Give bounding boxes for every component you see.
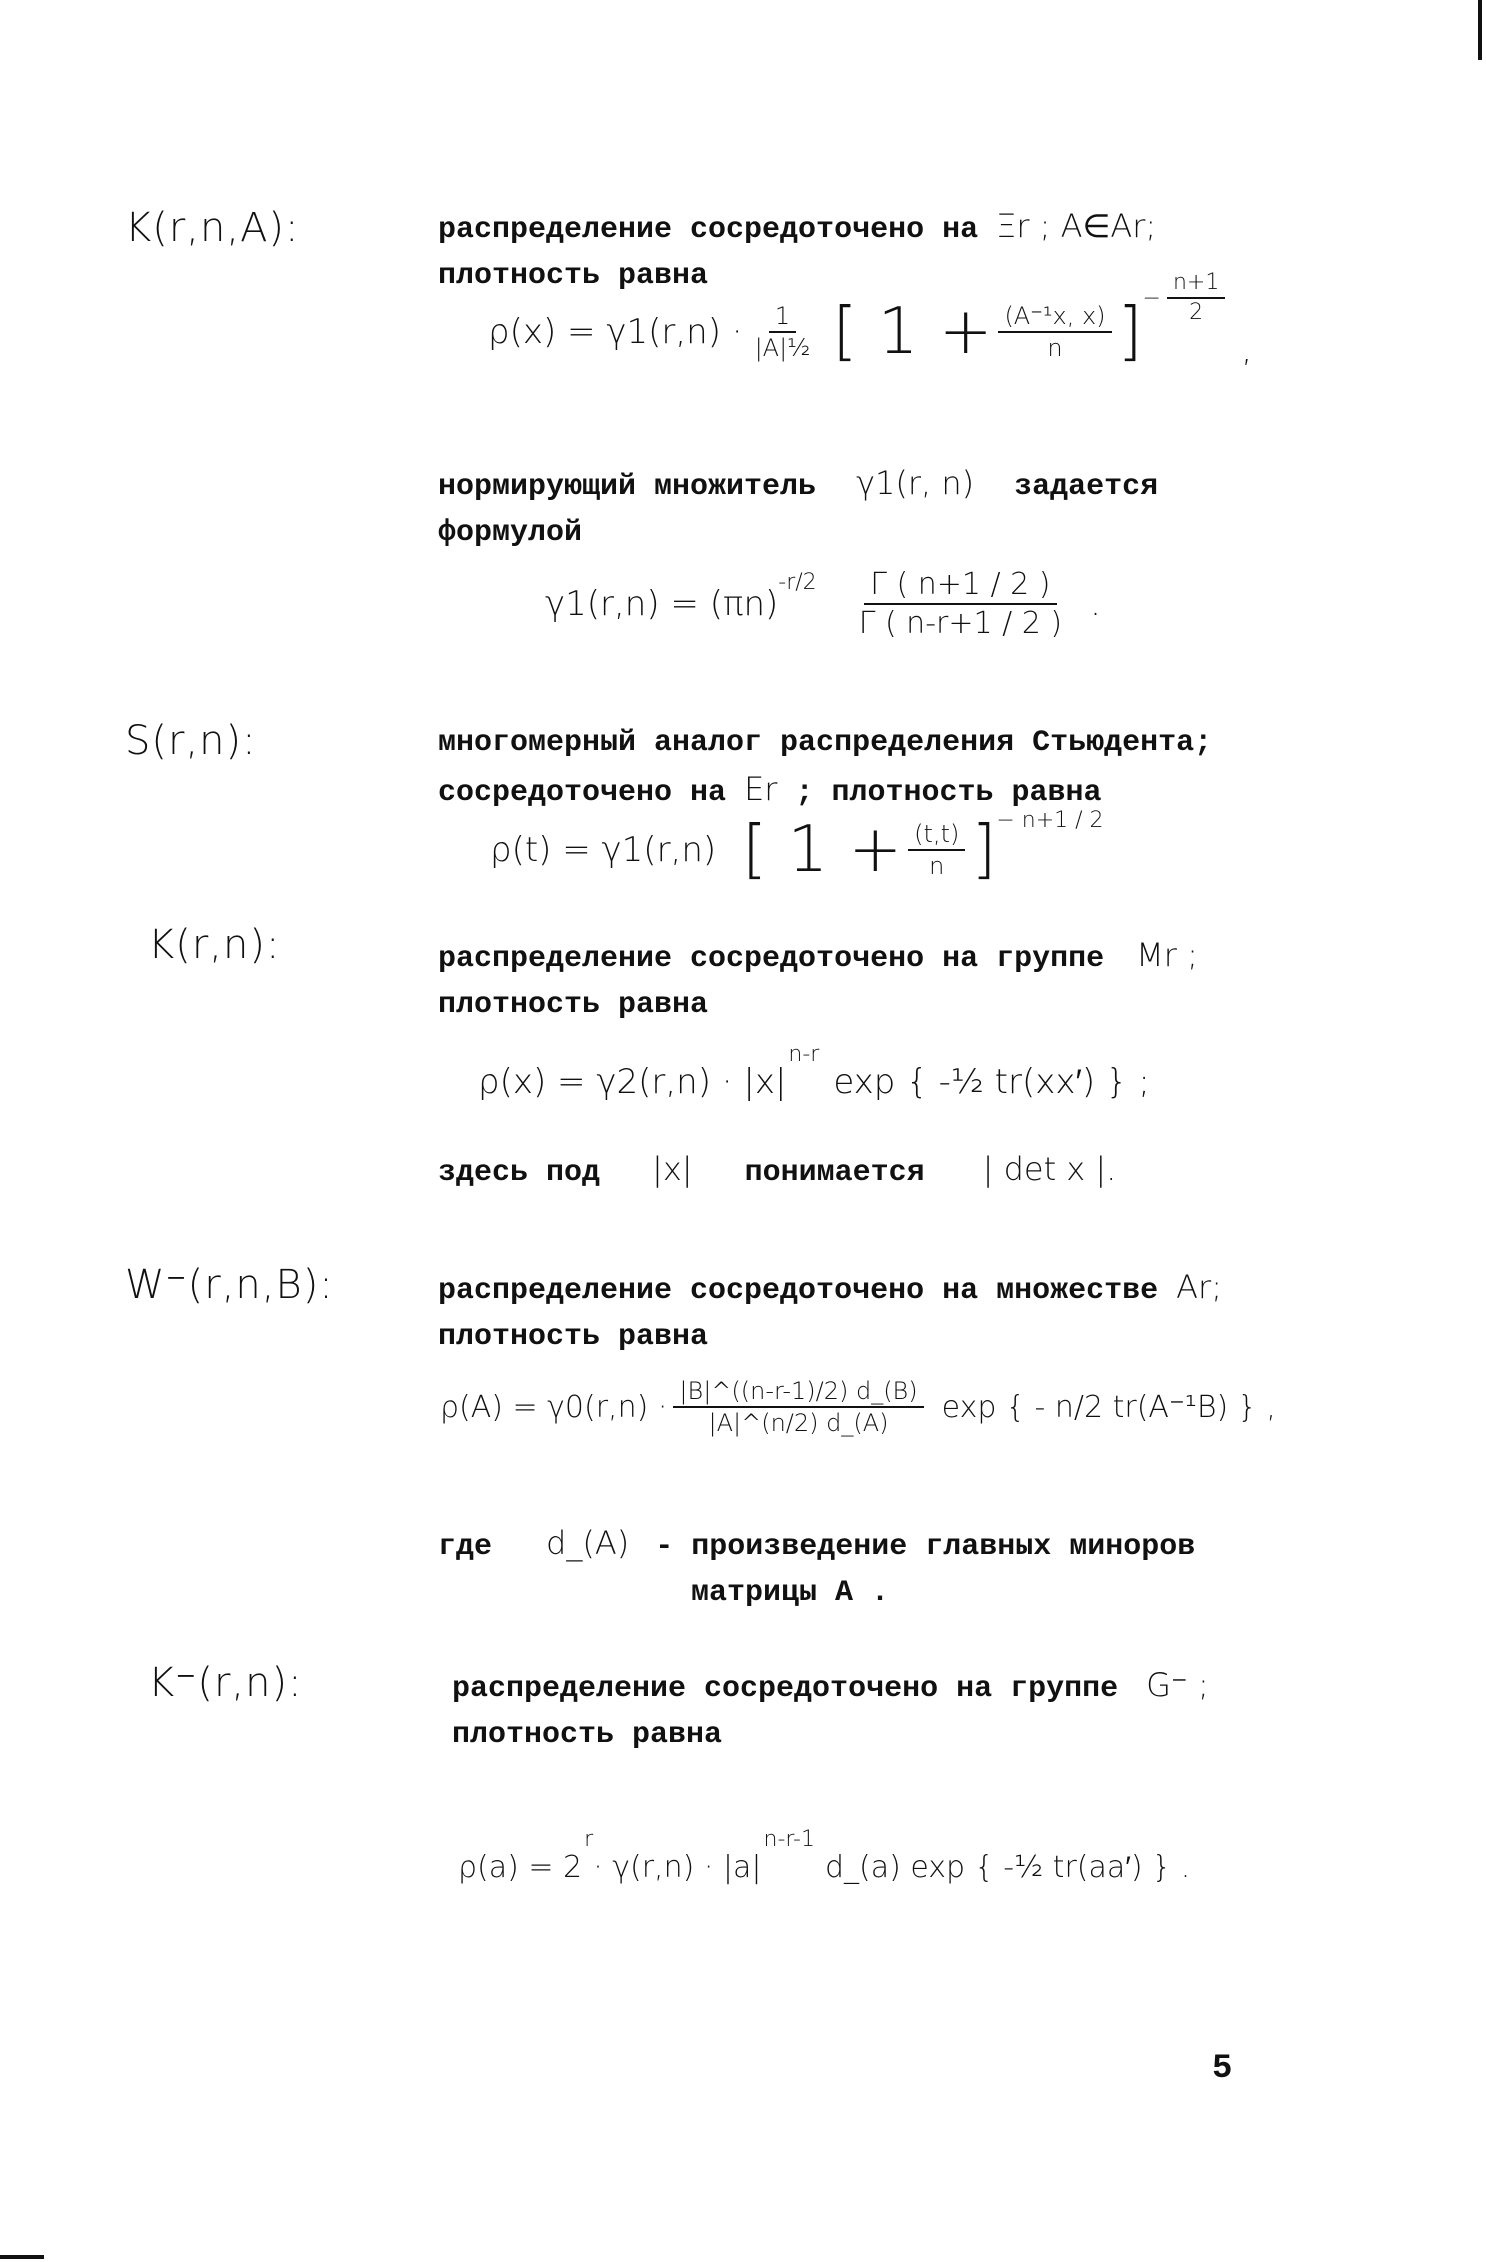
text-line: нормирующий множитель γ1(r, n) задается (438, 464, 1159, 504)
fraction: $\frac{\Gamma ( n+1 / 2 )}{\Gamma ( n-r+1 / 2 )}$ (858, 567, 1063, 641)
text-line: плотность равна (438, 259, 709, 293)
scan-edge-mark (0, 2255, 44, 2259)
math-symbol: Ar; (1176, 1268, 1222, 1306)
math-symbol: G⁻ ; (1146, 1666, 1209, 1704)
page-number: 5 (1212, 2050, 1233, 2088)
text-line: плотность равна (438, 1320, 709, 1354)
math-symbol: Ξr ; A∈Ar; (996, 207, 1157, 245)
math-symbol: |x| (652, 1150, 693, 1188)
formula-density-s-rn: ρ(t) = γ1(r,n) [ 1 + $\frac{(t,t)}{n}$ ] − n+1 / 2 (490, 807, 1104, 887)
formula-normalizer: γ1(r,n) = (πn) -r/2 $\frac{\Gamma ( n+1 / 2 )}{\Gamma ( n-r+1 / 2 )}$ . (545, 567, 1101, 641)
section-text-k-minus-rn (452, 1662, 1352, 1758)
section-label-w-rnb: W⁻(r,n,B): (125, 1262, 334, 1308)
section-label-k-rna: K(r,n,A): (125, 205, 300, 251)
text-line: где d_(A) - произведение главных миноров (438, 1524, 1196, 1564)
formula-density-k-rna: ρ(x) = γ1(r,n) · $\frac{1}{\text{|A|½}}$ [ 1 + $\frac{\text{(A⁻¹x, x)}}{n}$ ] − $\frac{n+1}{2}$ , (488, 269, 1253, 370)
text-line: плотность равна (452, 1718, 723, 1752)
section-label-k-rn: K(r,n): (148, 922, 281, 968)
text-line: многомерный аналог распределения Стьюдента; (438, 726, 1213, 760)
exponent: − n+1 / 2 (996, 807, 1104, 833)
exponent: − $\frac{n+1}{2}$ (1143, 271, 1232, 325)
fraction: $\frac{1}{\text{|A|½}}$ (754, 301, 811, 362)
section-where-w-rnb (438, 1520, 1338, 1616)
fraction: $\frac{|B|\^{}((n-r-1)/2) d\_(B)}{|A|\^{}(n/2) d\_(A)}$ (673, 1378, 923, 1437)
fraction: $\frac{(t,t)}{n}$ (908, 821, 965, 880)
section-note-k-rn: здесь под |x| понимается | det x |. (438, 1150, 1117, 1190)
formula-density-k-minus-rn: ρ(a) = 2 r · γ(r,n) · |a| n-r-1 d_(a) exp { -½ tr(aa′) } . (458, 1827, 1191, 1885)
formula-density-w-rnb: ρ(A) = γ0(r,n) · $\frac{|B|\^{}((n-r-1)/2) d\_(B)}{|A|\^{}(n/2) d\_(A)}$ exp { - n/2 tr(A⁻¹B) } , (440, 1377, 1276, 1438)
scan-edge-mark (1478, 0, 1482, 60)
math-symbol: | det x |. (982, 1150, 1117, 1188)
text-line: плотность равна (438, 988, 709, 1022)
text-line: распределение сосредоточено на группе Mr ; (438, 936, 1198, 976)
section-text-w-rnb (438, 1264, 1338, 1360)
text-line: формулой (438, 516, 583, 550)
section-text-s-rn (438, 720, 1338, 816)
text-line: распределение сосредоточено на множестве Ar; (438, 1268, 1222, 1308)
math-symbol: Mr ; (1136, 936, 1198, 974)
section-text-normalizer (438, 460, 1338, 556)
formula-density-k-rn: ρ(x) = γ2(r,n) · |x| n-r exp { -½ tr(xx′) } ; (478, 1041, 1150, 1102)
math-symbol: γ1(r, n) (856, 464, 975, 502)
section-label-k-minus-rn: K⁻(r,n): (148, 1660, 303, 1706)
math-symbol: Er (744, 770, 778, 808)
section-text-k-rn (438, 932, 1338, 1028)
text-line: матрицы A . (691, 1576, 890, 1610)
text-line: распределение сосредоточено на Ξr ; A∈Ar; (438, 207, 1157, 247)
text-line: сосредоточено на Er ; плотность равна (438, 770, 1102, 810)
math-symbol: d_(A) (546, 1524, 630, 1562)
section-label-s-rn: S(r,n): (125, 718, 257, 764)
fraction: $\frac{\text{(A⁻¹x, x)}}{n}$ (998, 303, 1111, 362)
text-line: распределение сосредоточено на группе G⁻ ; (452, 1666, 1209, 1706)
